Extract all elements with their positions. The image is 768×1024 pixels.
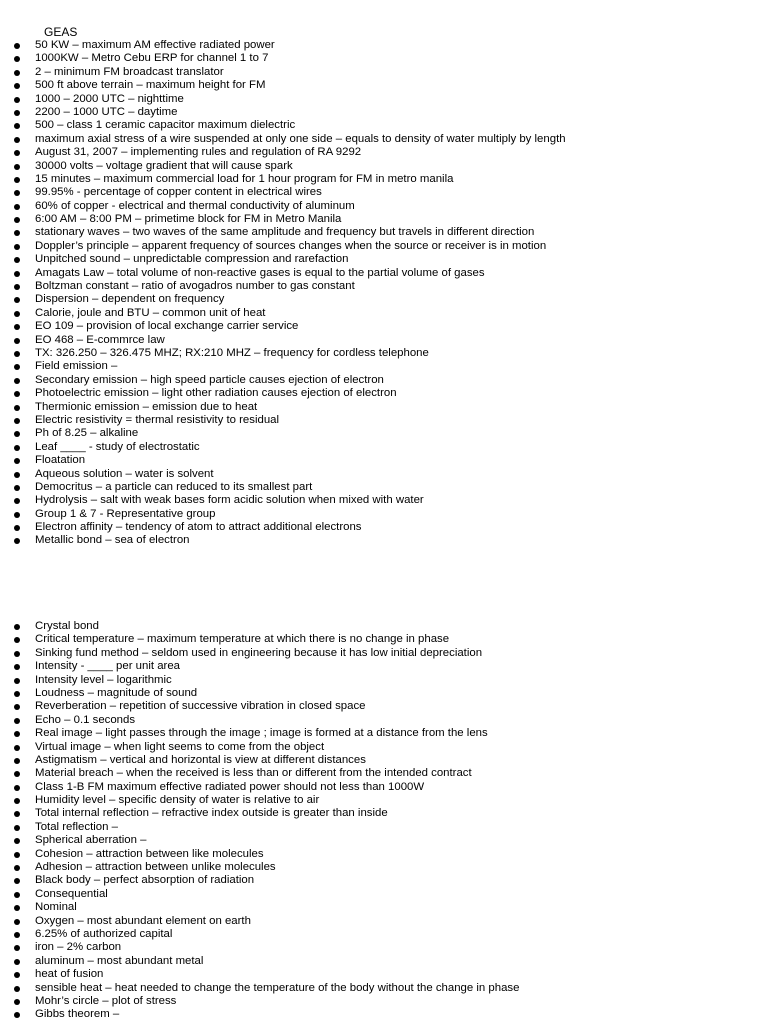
list-item xyxy=(0,781,519,794)
bullet-dot-icon xyxy=(14,905,20,911)
list-item-text: TX: 326.250 – 326.475 MHZ; RX:210 MHZ – frequency for cordless telephone xyxy=(35,346,429,359)
list-item xyxy=(0,186,566,199)
bullet-list-section-1 xyxy=(0,39,566,548)
list-item xyxy=(0,941,519,954)
list-item-text: maximum axial stress of a wire suspended at only one side – equals to density of water multiply by length xyxy=(35,132,566,145)
list-item xyxy=(0,401,566,414)
list-item-text: Adhesion – attraction between unlike molecules xyxy=(35,861,276,874)
bullet-dot-icon xyxy=(14,485,20,491)
list-item xyxy=(0,647,519,660)
list-item-text: Electron affinity – tendency of atom to attract additional electrons xyxy=(35,521,362,534)
list-item-text: Photoelectric emission – light other radiation causes ejection of electron xyxy=(35,387,397,400)
bullet-dot-icon xyxy=(14,811,20,817)
list-item-text: Virtual image – when light seems to come from the object xyxy=(35,740,325,753)
list-item-text: Dispersion – dependent on frequency xyxy=(35,293,225,306)
list-item xyxy=(0,494,566,507)
list-item-text: Amagats Law – total volume of non-reactive gases is equal to the partial volume of gases xyxy=(35,266,485,279)
list-item-text: stationary waves – two waves of the same amplitude and frequency but travels in different direction xyxy=(35,226,535,239)
bullet-dot-icon xyxy=(14,691,20,697)
bullet-dot-icon xyxy=(14,718,20,724)
list-item-text: 1000KW – Metro Cebu ERP for channel 1 to 7 xyxy=(35,52,269,65)
bullet-dot-icon xyxy=(14,758,20,764)
list-item-text: Crystal bond xyxy=(35,620,99,632)
list-item-text: Aqueous solution – water is solvent xyxy=(35,467,214,480)
list-item-text: Sinking fund method – seldom used in engineering because it has low initial depreciation xyxy=(35,646,483,659)
list-item-text: 6.25% of authorized capital xyxy=(35,927,173,940)
list-item-text: Hydrolysis – salt with weak bases form acidic solution when mixed with water xyxy=(35,494,424,507)
list-item-text: Loudness – magnitude of sound xyxy=(35,686,198,699)
list-item xyxy=(0,928,519,941)
list-item-text: Floatation xyxy=(35,454,86,467)
bullet-dot-icon xyxy=(14,297,20,303)
list-item-text: Electric resistivity = thermal resistivity to residual xyxy=(35,413,280,426)
bullet-dot-icon xyxy=(14,110,20,116)
list-item-text: Thermionic emission – emission due to heat xyxy=(35,400,258,413)
list-item xyxy=(0,146,566,159)
list-item xyxy=(0,441,566,454)
list-item xyxy=(0,915,519,928)
bullet-dot-icon xyxy=(14,498,20,504)
list-item xyxy=(0,66,566,79)
bullet-dot-icon xyxy=(14,771,20,777)
bullet-dot-icon xyxy=(14,538,20,544)
list-item xyxy=(0,874,519,887)
list-item-text: Gibbs theorem – xyxy=(35,1008,120,1021)
bullet-dot-icon xyxy=(14,525,20,531)
list-item xyxy=(0,481,566,494)
list-item xyxy=(0,767,519,780)
list-item xyxy=(0,834,519,847)
list-item xyxy=(0,620,519,633)
bullet-dot-icon xyxy=(14,97,20,103)
bullet-dot-icon xyxy=(14,798,20,804)
bullet-dot-icon xyxy=(14,986,20,992)
list-item xyxy=(0,39,566,52)
bullet-dot-icon xyxy=(14,351,20,357)
list-item xyxy=(0,79,566,92)
list-item-text: Field emission – xyxy=(35,360,118,373)
list-item xyxy=(0,387,566,400)
list-item-text: 2 – minimum FM broadcast translator xyxy=(35,65,224,78)
list-item-text: Intensity level – logarithmic xyxy=(35,673,172,686)
list-item xyxy=(0,848,519,861)
list-item-text: Reverberation – repetition of successive vibration in closed space xyxy=(35,700,366,713)
bullet-dot-icon xyxy=(14,458,20,464)
list-item xyxy=(0,727,519,740)
bullet-dot-icon xyxy=(14,878,20,884)
bullet-dot-icon xyxy=(14,43,20,49)
list-item-text: August 31, 2007 – implementing rules and regulation of RA 9292 xyxy=(35,146,362,159)
list-item xyxy=(0,982,519,995)
list-item xyxy=(0,52,566,65)
list-item-text: Secondary emission – high speed particle causes ejection of electron xyxy=(35,373,384,386)
list-item xyxy=(0,794,519,807)
list-item xyxy=(0,360,566,373)
list-item-text: Calorie, joule and BTU – common unit of heat xyxy=(35,306,266,319)
bullet-list-section-2 xyxy=(0,620,519,1022)
list-item-text: Leaf ____ - study of electrostatic xyxy=(35,440,200,453)
list-item xyxy=(0,200,566,213)
bullet-dot-icon xyxy=(14,391,20,397)
list-item-text: 500 ft above terrain – maximum height for FM xyxy=(35,79,266,92)
bullet-dot-icon xyxy=(14,825,20,831)
bullet-dot-icon xyxy=(14,418,20,424)
bullet-dot-icon xyxy=(14,70,20,76)
list-item xyxy=(0,861,519,874)
bullet-dot-icon xyxy=(14,704,20,710)
list-item-text: Ph of 8.25 – alkaline xyxy=(35,427,139,440)
bullet-dot-icon xyxy=(14,230,20,236)
bullet-dot-icon xyxy=(14,364,20,370)
list-item xyxy=(0,414,566,427)
bullet-dot-icon xyxy=(14,284,20,290)
bullet-dot-icon xyxy=(14,177,20,183)
list-item-text: Metallic bond – sea of electron xyxy=(35,534,190,547)
list-item-text: Nominal xyxy=(35,901,77,914)
list-item-text: aluminum – most abundant metal xyxy=(35,954,204,967)
list-item-text: Astigmatism – vertical and horizontal is view at different distances xyxy=(35,753,366,766)
list-item xyxy=(0,968,519,981)
list-item xyxy=(0,821,519,834)
list-item xyxy=(0,521,566,534)
list-item-text: Mohr’s circle – plot of stress xyxy=(35,994,177,1007)
bullet-dot-icon xyxy=(14,338,20,344)
bullet-dot-icon xyxy=(14,190,20,196)
list-item xyxy=(0,754,519,767)
list-item xyxy=(0,173,566,186)
list-item-text: 500 – class 1 ceramic capacitor maximum dielectric xyxy=(35,119,296,132)
list-item xyxy=(0,160,566,173)
bullet-dot-icon xyxy=(14,123,20,129)
list-item xyxy=(0,267,566,280)
list-item xyxy=(0,240,566,253)
list-item xyxy=(0,320,566,333)
list-item xyxy=(0,508,566,521)
bullet-dot-icon xyxy=(14,431,20,437)
document-title: GEAS xyxy=(44,25,78,39)
list-item xyxy=(0,334,566,347)
bullet-dot-icon xyxy=(14,678,20,684)
list-item xyxy=(0,293,566,306)
list-item-text: sensible heat – heat needed to change the temperature of the body without the change in phase xyxy=(35,981,520,994)
list-item xyxy=(0,633,519,646)
list-item-text: Democritus – a particle can reduced to its smallest part xyxy=(35,480,313,493)
list-item xyxy=(0,374,566,387)
list-item-text: Material breach – when the received is less than or different from the intended contract xyxy=(35,767,472,780)
list-item xyxy=(0,106,566,119)
list-item xyxy=(0,119,566,132)
list-item xyxy=(0,213,566,226)
bullet-dot-icon xyxy=(14,311,20,317)
list-item-text: EO 109 – provision of local exchange carrier service xyxy=(35,320,299,333)
bullet-dot-icon xyxy=(14,972,20,978)
list-item xyxy=(0,700,519,713)
list-item-text: heat of fusion xyxy=(35,968,104,981)
list-item xyxy=(0,674,519,687)
list-item-text: Consequential xyxy=(35,887,108,900)
list-item xyxy=(0,995,519,1008)
list-item xyxy=(0,468,566,481)
list-item xyxy=(0,660,519,673)
list-item-text: Doppler’s principle – apparent frequency of sources changes when the source or receiver is in motion xyxy=(35,239,547,252)
list-item xyxy=(0,741,519,754)
list-item-text: 50 KW – maximum AM effective radiated power xyxy=(35,39,275,51)
bullet-dot-icon xyxy=(14,919,20,925)
list-item xyxy=(0,226,566,239)
list-item xyxy=(0,955,519,968)
bullet-dot-icon xyxy=(14,204,20,210)
list-item-text: 60% of copper - electrical and thermal conductivity of aluminum xyxy=(35,199,355,212)
bullet-dot-icon xyxy=(14,785,20,791)
bullet-dot-icon xyxy=(14,378,20,384)
list-item-text: Oxygen – most abundant element on earth xyxy=(35,914,251,927)
list-item xyxy=(0,253,566,266)
list-item-text: Total reflection – xyxy=(35,820,118,833)
list-item-text: 15 minutes – maximum commercial load for 1 hour program for FM in metro manila xyxy=(35,172,454,185)
list-item xyxy=(0,280,566,293)
bullet-dot-icon xyxy=(14,324,20,330)
bullet-dot-icon xyxy=(14,137,20,143)
list-item xyxy=(0,133,566,146)
bullet-dot-icon xyxy=(14,664,20,670)
bullet-dot-icon xyxy=(14,932,20,938)
list-item-text: Group 1 & 7 - Representative group xyxy=(35,507,216,520)
list-item-text: Total internal reflection – refractive index outside is greater than inside xyxy=(35,807,388,820)
list-item xyxy=(0,427,566,440)
list-item-text: Echo – 0.1 seconds xyxy=(35,713,136,726)
list-item-text: 2200 – 1000 UTC – daytime xyxy=(35,105,178,118)
bullet-dot-icon xyxy=(14,892,20,898)
bullet-dot-icon xyxy=(14,945,20,951)
list-item-text: iron – 2% carbon xyxy=(35,941,122,954)
list-item xyxy=(0,901,519,914)
list-item xyxy=(0,347,566,360)
bullet-dot-icon xyxy=(14,405,20,411)
list-item xyxy=(0,534,566,547)
bullet-dot-icon xyxy=(14,271,20,277)
bullet-dot-icon xyxy=(14,852,20,858)
list-item xyxy=(0,1008,519,1021)
bullet-dot-icon xyxy=(14,257,20,263)
list-item-text: Intensity - ____ per unit area xyxy=(35,660,181,673)
bullet-dot-icon xyxy=(14,1012,20,1018)
bullet-dot-icon xyxy=(14,244,20,250)
list-item-text: Humidity level – specific density of water is relative to air xyxy=(35,794,320,807)
list-item xyxy=(0,714,519,727)
bullet-dot-icon xyxy=(14,999,20,1005)
list-item-text: EO 468 – E-commrce law xyxy=(35,333,165,346)
list-item xyxy=(0,454,566,467)
bullet-dot-icon xyxy=(14,959,20,965)
list-item-text: 6:00 AM – 8:00 PM – primetime block for FM in Metro Manila xyxy=(35,213,342,226)
bullet-dot-icon xyxy=(14,624,20,630)
bullet-dot-icon xyxy=(14,217,20,223)
bullet-dot-icon xyxy=(14,83,20,89)
list-item xyxy=(0,307,566,320)
bullet-dot-icon xyxy=(14,512,20,518)
list-item-text: Critical temperature – maximum temperature at which there is no change in phase xyxy=(35,633,450,646)
list-item-text: 1000 – 2000 UTC – nighttime xyxy=(35,92,184,105)
list-item-text: Class 1-B FM maximum effective radiated power should not less than 1000W xyxy=(35,780,425,793)
bullet-dot-icon xyxy=(14,56,20,62)
bullet-dot-icon xyxy=(14,637,20,643)
bullet-dot-icon xyxy=(14,731,20,737)
bullet-dot-icon xyxy=(14,164,20,170)
bullet-dot-icon xyxy=(14,865,20,871)
bullet-dot-icon xyxy=(14,838,20,844)
list-item xyxy=(0,888,519,901)
bullet-dot-icon xyxy=(14,472,20,478)
list-item-text: Unpitched sound – unpredictable compression and rarefaction xyxy=(35,253,349,266)
bullet-dot-icon xyxy=(14,745,20,751)
list-item-text: Spherical aberration – xyxy=(35,834,147,847)
list-item-text: Real image – light passes through the image ; image is formed at a distance from the lens xyxy=(35,727,488,740)
bullet-dot-icon xyxy=(14,445,20,451)
bullet-dot-icon xyxy=(14,150,20,156)
list-item-text: Black body – perfect absorption of radiation xyxy=(35,874,255,887)
list-item xyxy=(0,807,519,820)
list-item xyxy=(0,93,566,106)
list-item xyxy=(0,687,519,700)
bullet-dot-icon xyxy=(14,651,20,657)
list-item-text: 30000 volts – voltage gradient that will cause spark xyxy=(35,159,293,172)
list-item-text: 99.95% - percentage of copper content in electrical wires xyxy=(35,186,322,199)
list-item-text: Boltzman constant – ratio of avogadros number to gas constant xyxy=(35,280,355,293)
list-item-text: Cohesion – attraction between like molecules xyxy=(35,847,264,860)
